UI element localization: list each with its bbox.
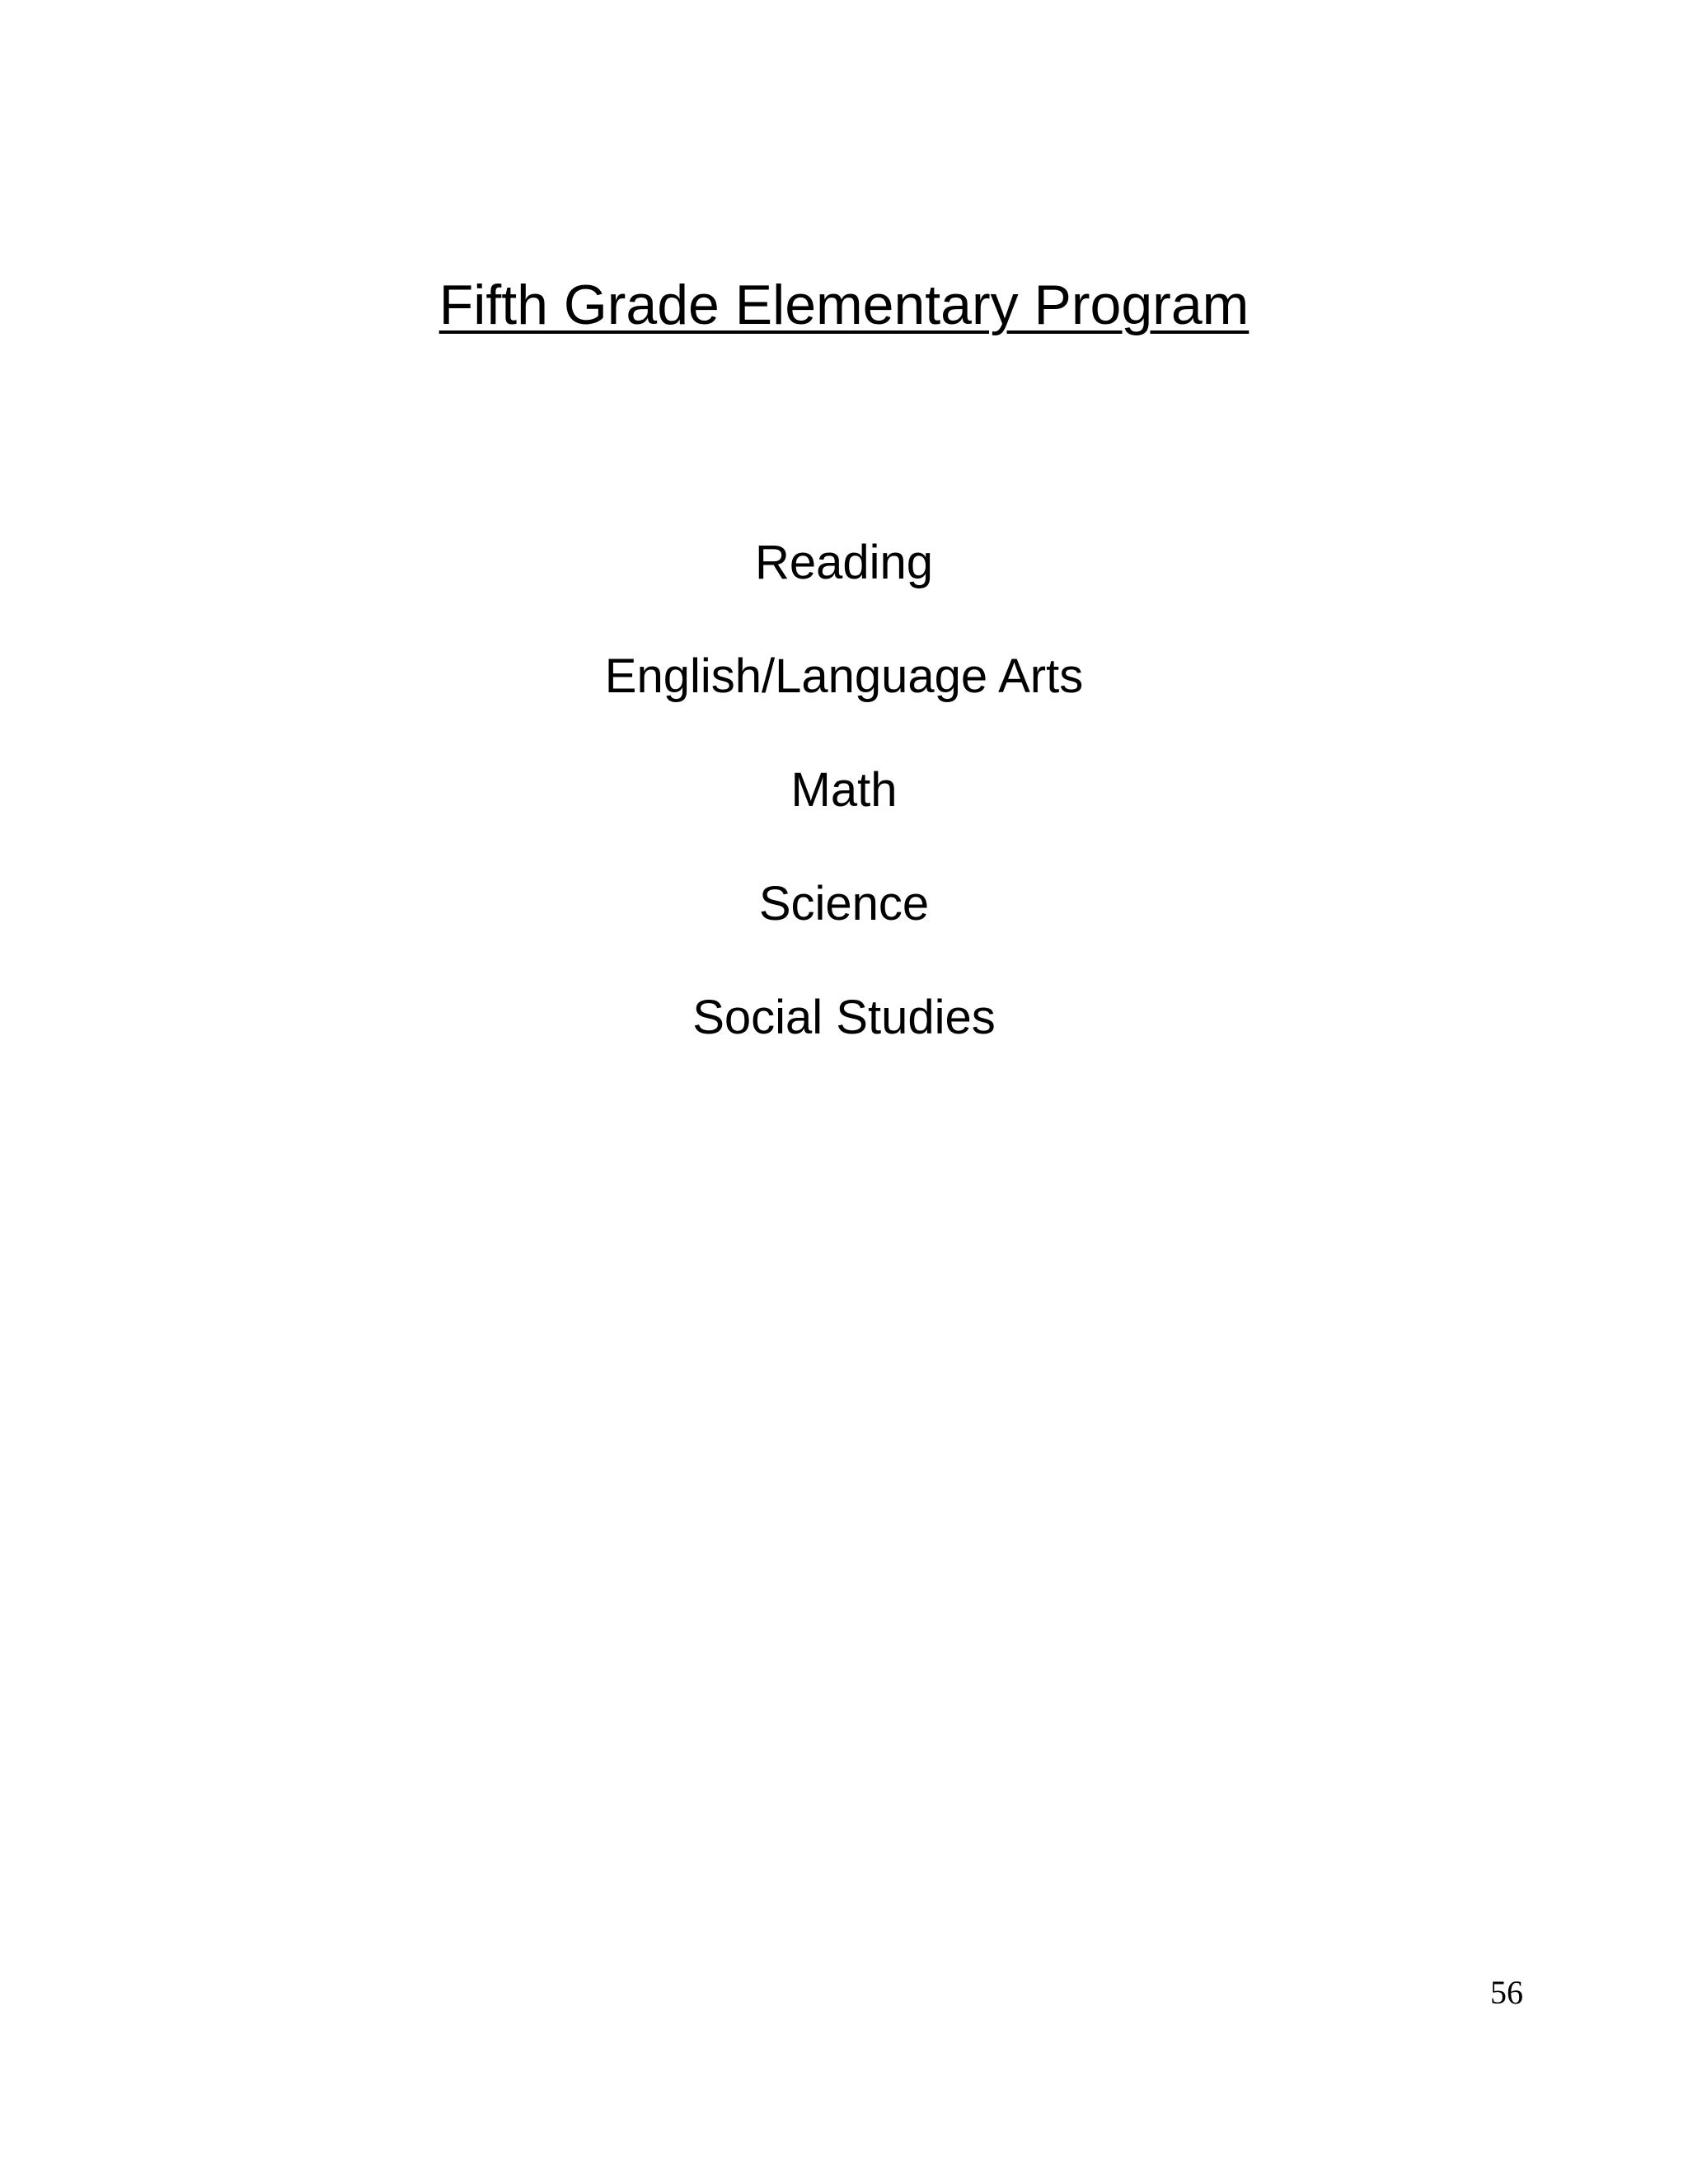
subject-reading: Reading bbox=[754, 536, 934, 589]
subject-list bbox=[0, 527, 1688, 1096]
subject-math: Math bbox=[790, 763, 898, 817]
page-number: 56 bbox=[1490, 1974, 1523, 2011]
page-title: Fifth Grade Elementary Program bbox=[438, 274, 1250, 336]
subject-science: Science bbox=[758, 877, 930, 930]
subject-english-language-arts: English/Language Arts bbox=[604, 649, 1084, 703]
subject-social-studies: Social Studies bbox=[692, 991, 996, 1044]
